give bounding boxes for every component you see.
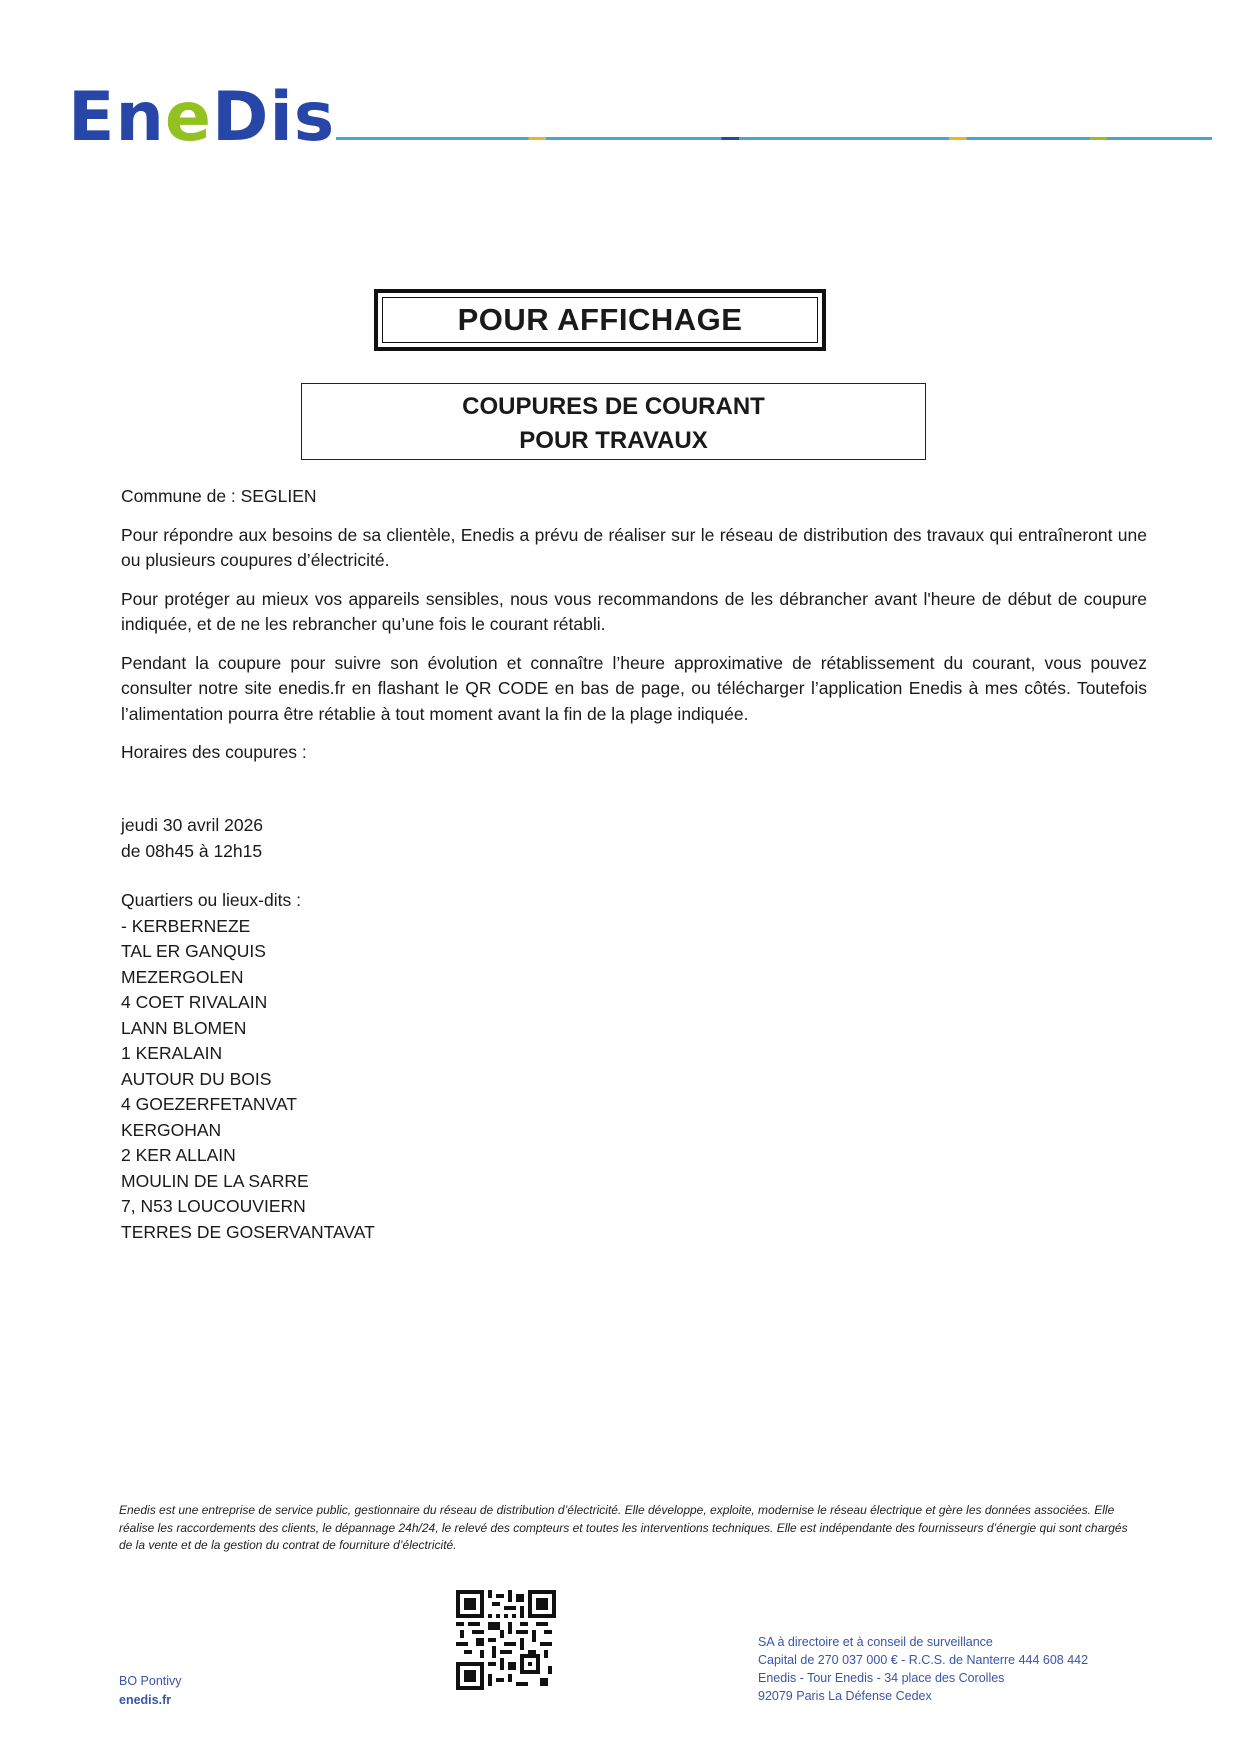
footer-office <box>119 1672 182 1710</box>
company-line: Capital de 270 037 000 € - R.C.S. de Nanterre 444 608 442 <box>758 1653 1089 1667</box>
coupures-box <box>301 383 926 460</box>
list-item: 4 GOEZERFETANVAT <box>121 1094 297 1114</box>
company-line: SA à directoire et à conseil de surveillance <box>758 1635 993 1649</box>
list-item: 7, N53 LOUCOUVIERN <box>121 1196 306 1216</box>
site-link[interactable]: enedis.fr <box>119 1693 172 1707</box>
schedule-time: de 08h45 à 12h15 <box>121 840 263 861</box>
list-item: 4 COET RIVALAIN <box>121 992 268 1012</box>
logo-part2: e <box>164 78 212 157</box>
list-item: MEZERGOLEN <box>121 966 244 987</box>
schedule-date: jeudi 30 avril 2026 <box>121 815 264 835</box>
list-item: AUTOUR DU BOIS <box>121 1068 272 1089</box>
brand-divider <box>336 137 1212 140</box>
subtitle-line2: POUR TRAVAUX <box>519 427 708 454</box>
list-item: KERGOHAN <box>121 1119 222 1140</box>
places-list <box>121 888 375 1245</box>
subtitle-line1: COUPURES DE COURANT <box>462 393 765 420</box>
commune-line: Commune de : SEGLIEN <box>121 486 317 506</box>
logo-part3: Dis <box>212 78 336 157</box>
list-item: TAL ER GANQUIS <box>121 941 266 961</box>
paragraph-3: Pendant la coupure pour suivre son évolution et connaître l’heure approximative de rétablissement du courant, vous pouvez consulter notre site enedis.fr en flashant le QR CODE en bas de page, ou télécharger l’application Enedis à mes côtés. Toutefois l’alimentation pourra être rétablie à tout moment avant la fin de la plage indiquée. <box>121 652 1147 724</box>
office-name: BO Pontivy <box>119 1674 182 1688</box>
list-item: 1 KERALAIN <box>121 1043 223 1063</box>
paragraph-1: Pour répondre aux besoins de sa clientèle, Enedis a prévu de réaliser sur le réseau de distribution des travaux qui entraîneront une ou plusieurs coupures d’électricité. <box>121 524 1147 570</box>
page-title: POUR AFFICHAGE <box>457 302 743 337</box>
paragraph-2: Pour protéger au mieux vos appareils sensibles, nous vous recommandons de les débrancher avant l'heure de début de coupure indiquée, et de ne les rebrancher qu’une fois le courant rétabli. <box>121 588 1147 634</box>
company-line: 92079 Paris La Défense Cedex <box>758 1689 932 1703</box>
company-info <box>758 1633 1088 1705</box>
schedule <box>121 813 263 864</box>
list-item: MOULIN DE LA SARRE <box>121 1170 309 1191</box>
list-item: - KERBERNEZE <box>121 915 251 936</box>
list-item: TERRES DE GOSERVANTAVAT <box>121 1221 375 1242</box>
enedis-logo <box>68 78 336 157</box>
list-item: LANN BLOMEN <box>121 1017 247 1038</box>
legal-notice: Enedis est une entreprise de service public, gestionnaire du réseau de distribution d’électricité. Elle développe, exploite, modernise le réseau électrique et gère les données associées. Elle réalise les raccordements des clients, le dépannage 24h/24, le relevé des compteurs et toutes les interventions techniques. Elle est indépendante des fournisseurs d’énergie qui sont chargés de la vente et de la gestion du contrat de fourniture d’électricité. <box>119 1503 1128 1552</box>
qr-code-icon[interactable] <box>456 1590 556 1690</box>
company-line: Enedis - Tour Enedis - 34 place des Corolles <box>758 1671 1005 1685</box>
affichage-box <box>374 289 826 351</box>
logo-part1: En <box>68 78 165 157</box>
places-label: Quartiers ou lieux-dits : <box>121 890 301 910</box>
horaires-label: Horaires des coupures : <box>121 742 307 762</box>
list-item: 2 KER ALLAIN <box>121 1145 236 1165</box>
notice-body <box>121 484 1147 766</box>
